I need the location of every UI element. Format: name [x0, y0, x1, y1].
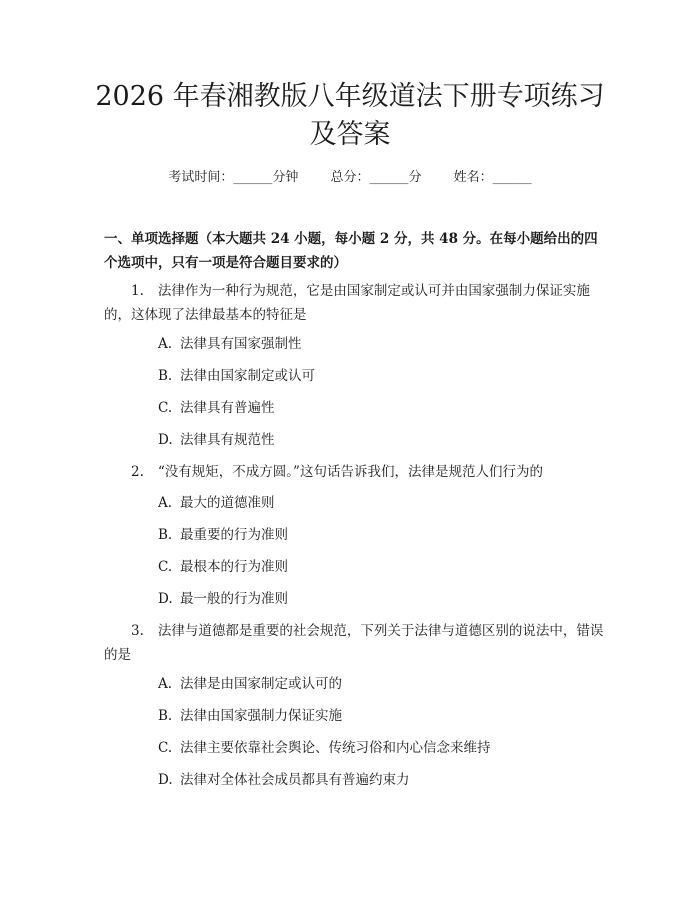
question-2-number: 2. [131, 464, 144, 480]
question-1-option-d [158, 430, 598, 450]
question-2-option-c [158, 557, 598, 577]
option-letter: A. [158, 336, 173, 352]
document-title: 2026 年春湘教版八年级道法下册专项练习及答案 [95, 81, 605, 150]
question-2-option-b [158, 525, 598, 545]
option-text: 法律由国家制定或认可 [180, 368, 315, 384]
option-text: 最一般的行为准则 [180, 591, 288, 607]
question-3-number: 3. [131, 623, 144, 639]
total-score-field [330, 170, 421, 185]
option-letter: C. [158, 400, 173, 416]
option-letter: C. [158, 740, 173, 756]
option-letter: C. [158, 559, 173, 575]
question-3-text: 法律与道德都是重要的社会规范，下列关于法律与道德区别的说法中，错误的是 [104, 623, 604, 663]
question-2-option-d [158, 589, 598, 609]
question-3 [104, 619, 604, 667]
exam-time-blank: ______ [233, 170, 273, 185]
student-name-label: 姓名： [453, 170, 493, 185]
student-name-blank: ______ [492, 170, 532, 185]
exam-time-label: 考试时间： [168, 170, 234, 185]
question-1 [104, 279, 604, 327]
option-text: 最重要的行为准则 [180, 527, 288, 543]
option-letter: D. [158, 432, 173, 448]
option-letter: B. [158, 708, 173, 724]
option-letter: B. [158, 527, 173, 543]
question-1-number: 1. [131, 283, 144, 299]
question-2-text: “没有规矩，不成方圆。”这句话告诉我们，法律是规范人们行为的 [157, 464, 543, 480]
option-letter: D. [158, 772, 173, 788]
question-2-option-a [158, 493, 598, 513]
question-3-option-d [158, 770, 598, 790]
question-3-option-a [158, 674, 598, 694]
question-1-option-c [158, 398, 598, 418]
option-text: 最大的道德准则 [180, 495, 275, 511]
option-letter: B. [158, 368, 173, 384]
option-text: 法律具有国家强制性 [180, 336, 302, 352]
option-text: 法律具有普遍性 [180, 400, 275, 416]
question-3-option-c [158, 738, 598, 758]
exam-time-field [168, 170, 298, 185]
total-score-label: 总分： [330, 170, 370, 185]
question-3-option-b [158, 706, 598, 726]
section-heading: 一、单项选择题（本大题共 24 小题，每小题 2 分，共 48 分。在每小题给出的四个选项中，只有一项是符合题目要求的） [104, 231, 598, 271]
student-name-field [454, 170, 532, 185]
option-letter: A. [158, 676, 173, 692]
option-letter: A. [158, 495, 173, 511]
question-1-option-b [158, 366, 598, 386]
total-score-blank: ______ [369, 170, 409, 185]
option-letter: D. [158, 591, 173, 607]
exam-time-unit: 分钟 [272, 170, 299, 185]
option-text: 最根本的行为准则 [180, 559, 288, 575]
option-text: 法律具有规范性 [180, 432, 275, 448]
total-score-unit: 分 [408, 170, 422, 185]
question-1-option-a [158, 334, 598, 354]
option-text: 法律由国家强制力保证实施 [180, 708, 342, 724]
option-text: 法律是由国家制定或认可的 [180, 676, 342, 692]
option-text: 法律对全体社会成员都具有普遍约束力 [180, 772, 410, 788]
question-2 [104, 460, 604, 484]
question-1-text: 法律作为一种行为规范，它是由国家制定或认可并由国家强制力保证实施的，这体现了法律最基本的特征是 [104, 283, 590, 323]
option-text: 法律主要依靠社会舆论、传统习俗和内心信念来维持 [180, 740, 491, 756]
exam-info-line [0, 168, 700, 188]
